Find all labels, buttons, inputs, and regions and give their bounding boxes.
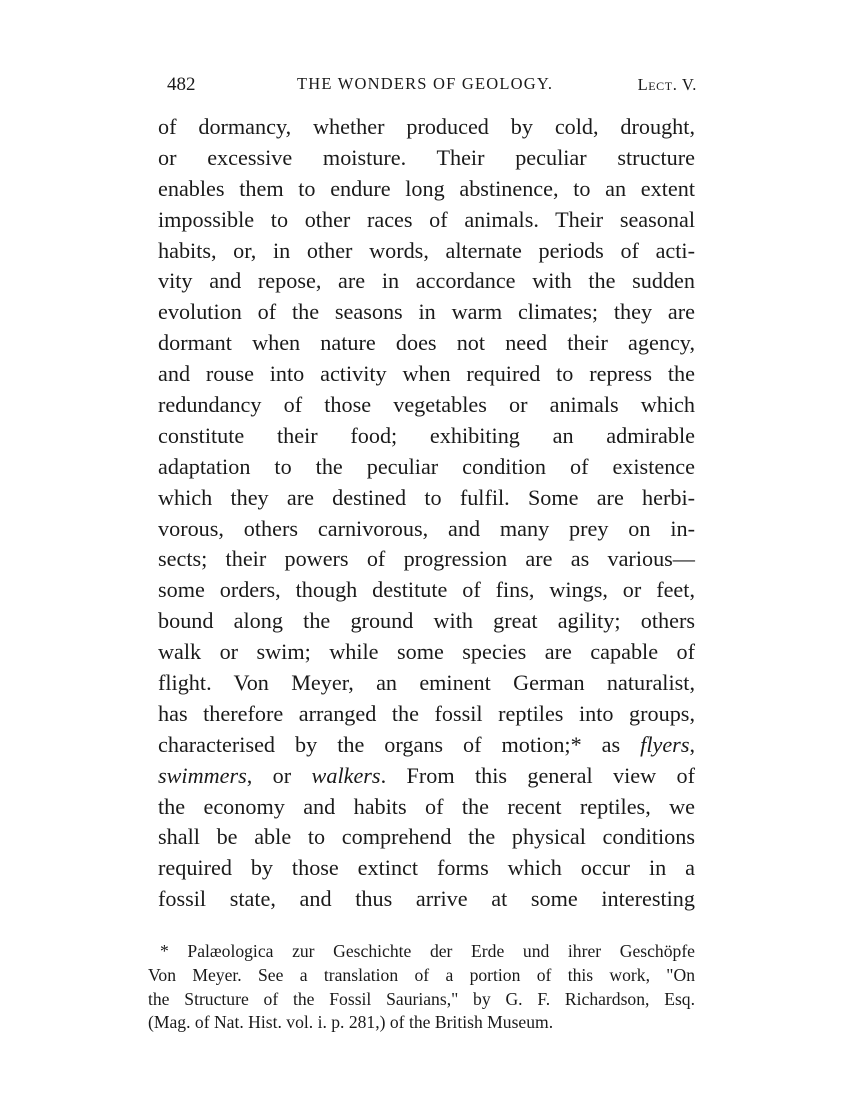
body-line: dormant when nature does not need their agency, <box>158 330 695 356</box>
body-line: has therefore arranged the fossil reptiles into groups, <box>158 700 695 726</box>
body-line: vity and repose, are in accordance with the sudden <box>158 268 695 294</box>
footnote-line: the Structure of the Fossil Saurians," by G. F. Richardson, Esq. <box>148 988 695 1009</box>
body-line: characterised by the organs of motion;* as flyers, <box>158 731 695 757</box>
section-label: Lect. V. <box>637 75 697 94</box>
body-line: walk or swim; while some species are capable of <box>158 639 695 665</box>
emphasis-text: walkers <box>311 762 381 788</box>
body-line: flight. Von Meyer, an eminent German naturalist, <box>158 670 695 696</box>
body-line: some orders, though destitute of fins, wings, or feet, <box>158 577 695 603</box>
body-line: the economy and habits of the recent reptiles, we <box>158 793 695 819</box>
body-line: fossil state, and thus arrive at some interesting <box>158 886 695 912</box>
running-title: THE WONDERS OF GEOLOGY. <box>297 74 554 93</box>
body-line: habits, or, in other words, alternate periods of acti- <box>158 237 695 263</box>
body-line: bound along the ground with great agility; others <box>158 608 695 634</box>
body-line: redundancy of those vegetables or animals which <box>158 392 695 418</box>
emphasis-text: flyers <box>640 731 690 757</box>
body-line: and rouse into activity when required to repress the <box>158 361 695 387</box>
body-line: sects; their powers of progression are as various— <box>158 546 695 572</box>
body-text <box>158 112 695 915</box>
body-line: enables them to endure long abstinence, to an extent <box>158 175 695 201</box>
page-number: 482 <box>167 74 196 95</box>
body-line: which they are destined to fulfil. Some are herbi- <box>158 484 695 510</box>
footnote-line: (Mag. of Nat. Hist. vol. i. p. 281,) of the British Museum. <box>148 1012 554 1033</box>
body-line: adaptation to the peculiar condition of existence <box>158 453 695 479</box>
body-line: constitute their food; exhibiting an admirable <box>158 422 695 448</box>
running-header <box>167 74 697 102</box>
footnote <box>148 940 695 1035</box>
body-line: or excessive moisture. Their peculiar structure <box>158 144 695 170</box>
body-line: of dormancy, whether produced by cold, drought, <box>158 114 695 139</box>
body-line: impossible to other races of animals. Their seasonal <box>158 206 695 232</box>
body-line: required by those extinct forms which occur in a <box>158 855 695 881</box>
emphasis-text: swimmers <box>158 762 247 788</box>
body-line: shall be able to comprehend the physical conditions <box>158 824 695 850</box>
body-line: evolution of the seasons in warm climates; they are <box>158 299 695 325</box>
footnote-line: * Palæologica zur Geschichte der Erde und ihrer Geschöpfe <box>160 941 695 961</box>
body-line: swimmers, or walkers. From this general view of <box>158 762 695 788</box>
footnote-line: Von Meyer. See a translation of a portion of this work, "On <box>148 964 695 985</box>
body-line: vorous, others carnivorous, and many prey on in- <box>158 515 695 541</box>
